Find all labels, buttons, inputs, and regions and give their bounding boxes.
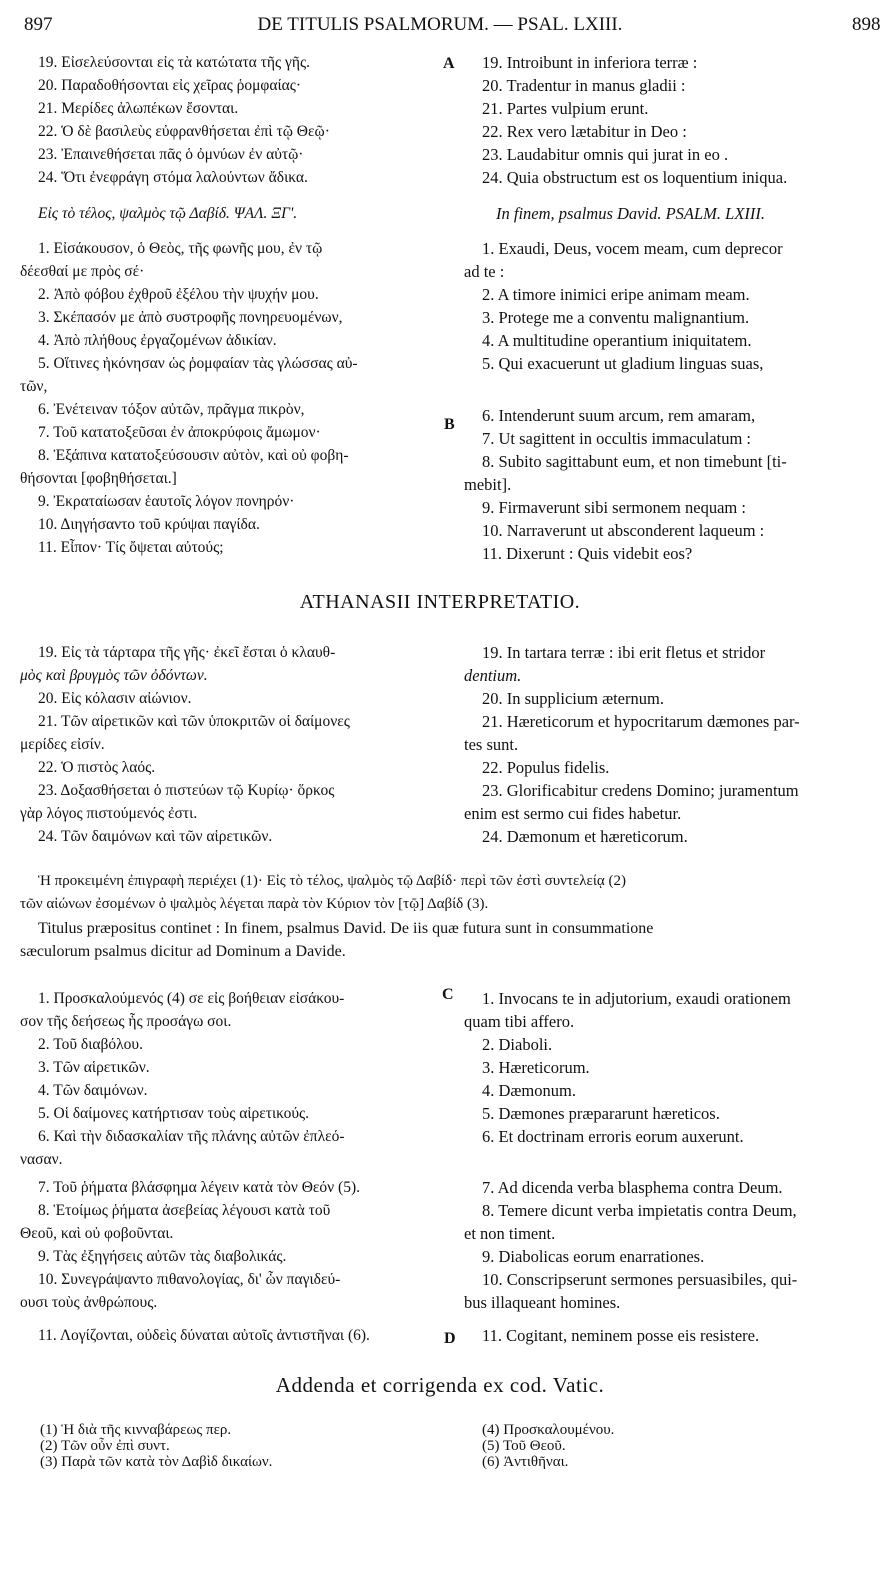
greek-verse-2: 2. Ἀπὸ φόβου ἐχθροῦ ἐξέλου τὴν ψυχήν μου. <box>38 286 319 303</box>
addenda-note-1: (1) Ἡ διὰ τῆς κινναβάρεως περ. <box>40 1422 232 1438</box>
greek-verse-1: 1. Εἰσάκουσον, ὁ Θεὸς, τῆς φωνῆς μου, ἐν τῷ <box>38 240 323 257</box>
greek-verse-24: 24. Ὅτι ἐνεφράγη στόμα λαλούντων ἄδικα. <box>38 169 308 186</box>
latin-verse-11: 11. Dixerunt : Quis videbit eos? <box>482 544 693 563</box>
exposition-latin-9: 9. Diabolicas eorum enarrationes. <box>482 1247 705 1266</box>
exposition-greek-8-cont: Θεοῦ, καὶ οὐ φοβοῦνται. <box>20 1225 174 1242</box>
greek-verse-19: 19. Εἰσελεύσονται εἰς τὰ κατώτατα τῆς γῆς. <box>38 54 310 71</box>
athanasius-latin-19: 19. In tartara terræ : ibi erit fletus et stridor <box>482 643 766 662</box>
exposition-greek-11: 11. Λογίζονται, οὐδεὶς δύναται αὐτοῖς ἀντιστῆναι (6). <box>38 1327 370 1344</box>
athanasius-latin-20: 20. In supplicium æternum. <box>482 689 664 708</box>
greek-verse-6: 6. Ἐνέτειναν τόξον αὐτῶν, πρᾶγμα πικρὸν, <box>38 401 305 418</box>
running-title: DE TITULIS PSALMORUM. — PSAL. LXIII. <box>257 14 623 35</box>
greek-verse-23: 23. Ἐπαινεθήσεται πᾶς ὁ ὀμνύων ἐν αὐτῷ· <box>38 146 304 163</box>
intro-greek-line-1: Ἡ προκειμένη ἐπιγραφὴ περιέχει (1)· Εἰς τὸ τέλος, ψαλμὸς τῷ Δαβίδ· περὶ τῶν ἐστὶ συντελείᾳ (2) <box>38 873 626 889</box>
athanasius-greek-20: 20. Εἰς κόλασιν αἰώνιον. <box>38 690 192 707</box>
exposition-greek-6: 6. Καὶ τὴν διδασκαλίαν τῆς πλάνης αὐτῶν ἐπλεό- <box>38 1128 345 1145</box>
athanasius-greek-19: 19. Εἰς τὰ τάρταρα τῆς γῆς· ἐκεῖ ἔσται ὁ κλαυθ- <box>38 644 336 661</box>
greek-verse-7: 7. Τοῦ κατατοξεῦσαι ἐν ἀποκρύφοις ἄμωμον· <box>38 424 321 441</box>
latin-verse-19: 19. Introibunt in inferiora terræ : <box>482 53 698 72</box>
margin-letter-c: C <box>442 986 454 1003</box>
athanasius-greek-21-cont: μερίδες εἰσίν. <box>20 736 105 753</box>
greek-verse-5-cont: τῶν, <box>20 378 48 395</box>
latin-verse-23: 23. Laudabitur omnis qui jurat in eo . <box>482 145 729 164</box>
greek-verse-20: 20. Παραδοθήσονται εἰς χεῖρας ῥομφαίας· <box>38 77 302 94</box>
exposition-greek-9: 9. Τὰς ἐξηγήσεις αὐτῶν τὰς διαβολικάς. <box>38 1248 287 1265</box>
margin-letter-d: D <box>444 1330 456 1347</box>
exposition-latin-1-cont: quam tibi affero. <box>464 1012 575 1031</box>
greek-verse-21: 21. Μερίδες ἀλωπέκων ἔσονται. <box>38 100 239 117</box>
latin-verse-24: 24. Quia obstructum est os loquentium iniqua. <box>482 168 788 187</box>
exposition-greek-1-cont: σον τῆς δεήσεως ἧς προσάγω σοι. <box>20 1013 232 1030</box>
athanasius-latin-21: 21. Hæreticorum et hypocritarum dæmones par- <box>482 712 800 731</box>
exposition-latin-10-cont: bus illaqueant homines. <box>464 1293 621 1312</box>
addenda-heading: Addenda et corrigenda ex cod. Vatic. <box>275 1373 605 1397</box>
latin-verse-2: 2. A timore inimici eripe animam meam. <box>482 285 750 304</box>
latin-verse-1: 1. Exaudi, Deus, vocem meam, cum deprecor <box>482 239 783 258</box>
exposition-latin-8: 8. Temere dicunt verba impietatis contra Deum, <box>482 1201 797 1220</box>
athanasius-greek-24: 24. Τῶν δαιμόνων καὶ τῶν αἱρετικῶν. <box>38 828 273 845</box>
latin-verse-3: 3. Protege me a conventu malignantium. <box>482 308 750 327</box>
greek-verse-8-cont: θήσονται [φοβηθήσεται.] <box>20 470 177 487</box>
latin-verse-20: 20. Tradentur in manus gladii : <box>482 76 686 95</box>
exposition-greek-3: 3. Τῶν αἱρετικῶν. <box>38 1059 150 1076</box>
addenda-note-2: (2) Τῶν οὖν ἐπὶ συντ. <box>40 1438 170 1454</box>
intro-greek-line-2: τῶν αἰώνων ἐσομένων ὁ ψαλμὸς λέγεται παρὰ τὸν Κύριον τὸν [τῷ] Δαβίδ (3). <box>20 896 489 912</box>
exposition-latin-3: 3. Hæreticorum. <box>482 1058 590 1077</box>
exposition-greek-6-cont: νασαν. <box>20 1151 63 1168</box>
exposition-latin-10: 10. Conscripserunt sermones persuasibiles, qui- <box>482 1270 798 1289</box>
latin-verse-6: 6. Intenderunt suum arcum, rem amaram, <box>482 406 756 425</box>
latin-psalm-heading: In finem, psalmus David. PSALM. LXIII. <box>496 204 766 223</box>
greek-verse-22: 22. Ὁ δὲ βασιλεὺς εὐφρανθήσεται ἐπὶ τῷ Θεῷ· <box>38 123 330 140</box>
exposition-greek-10: 10. Συνεγράψαντο πιθανολογίας, δι' ὧν παγιδεύ- <box>38 1271 341 1288</box>
exposition-latin-1: 1. Invocans te in adjutorium, exaudi orationem <box>482 989 791 1008</box>
exposition-latin-7: 7. Ad dicenda verba blasphema contra Deum. <box>482 1178 783 1197</box>
latin-verse-10: 10. Narraverunt ut absconderent laqueum : <box>482 521 765 540</box>
latin-verse-7: 7. Ut sagittent in occultis immaculatum : <box>482 429 751 448</box>
greek-verse-11: 11. Εἶπον· Τίς ὄψεται αὐτούς; <box>38 539 224 556</box>
athanasius-latin-23-cont: enim est sermo cui fides habetur. <box>464 804 682 823</box>
latin-verse-22: 22. Rex vero lætabitur in Deo : <box>482 122 687 141</box>
greek-psalm-heading: Εἰς τὸ τέλος, ψαλμὸς τῷ Δαβίδ. ΨΑΛ. ΞΓ'. <box>38 205 298 222</box>
exposition-greek-1: 1. Προσκαλούμενός (4) σε εἰς βοήθειαν εἰσάκου- <box>38 990 345 1007</box>
exposition-greek-2: 2. Τοῦ διαβόλου. <box>38 1036 143 1053</box>
exposition-greek-7: 7. Τοῦ ῥήματα βλάσφημα λέγειν κατὰ τὸν Θεόν (5). <box>38 1179 360 1196</box>
exposition-latin-2: 2. Diaboli. <box>482 1035 553 1054</box>
athanasius-latin-22: 22. Populus fidelis. <box>482 758 610 777</box>
exposition-latin-5: 5. Dæmones præpararunt hæreticos. <box>482 1104 720 1123</box>
athanasius-greek-23: 23. Δοξασθήσεται ὁ πιστεύων τῷ Κυρίῳ· ὅρκος <box>38 782 335 799</box>
latin-verse-9: 9. Firmaverunt sibi sermonem nequam : <box>482 498 746 517</box>
greek-verse-8: 8. Ἐξάπινα κατατοξεύσουσιν αὐτὸν, καὶ οὐ φοβη- <box>38 447 349 464</box>
athanasius-latin-23: 23. Glorificabitur credens Domino; juramentum <box>482 781 799 800</box>
addenda-note-4: (4) Προσκαλουμένου. <box>482 1422 615 1438</box>
exposition-latin-8-cont: et non timent. <box>464 1224 556 1243</box>
greek-verse-4: 4. Ἀπὸ πλήθους ἐργαζομένων ἀδικίαν. <box>38 332 277 349</box>
latin-verse-8-cont: mebit]. <box>464 475 512 494</box>
exposition-latin-11: 11. Cogitant, neminem posse eis resistere. <box>482 1326 760 1345</box>
section-heading: ATHANASII INTERPRETATIO. <box>299 591 581 613</box>
intro-latin-line-2: sæculorum psalmus dicitur ad Dominum a Davide. <box>20 943 346 960</box>
addenda-note-5: (5) Τοῦ Θεοῦ. <box>482 1438 566 1454</box>
greek-verse-3: 3. Σκέπασόν με ἀπὸ συστροφῆς πονηρευομένων, <box>38 309 343 326</box>
athanasius-latin-21-cont: tes sunt. <box>464 735 519 754</box>
exposition-greek-10-cont: ουσι τοὺς ἀνθρώπους. <box>20 1294 158 1311</box>
latin-verse-8: 8. Subito sagittabunt eum, et non timebunt [ti- <box>482 452 787 471</box>
greek-verse-9: 9. Ἐκραταίωσαν ἑαυτοῖς λόγον πονηρόν· <box>38 493 295 510</box>
exposition-latin-6: 6. Et doctrinam erroris eorum auxerunt. <box>482 1127 744 1146</box>
athanasius-greek-22: 22. Ὁ πιστὸς λαός. <box>38 759 156 776</box>
latin-verse-4: 4. A multitudine operantium iniquitatem. <box>482 331 752 350</box>
exposition-greek-8: 8. Ἑτοίμως ῥήματα ἀσεβείας λέγουσι κατὰ τοῦ <box>38 1202 331 1219</box>
exposition-latin-4: 4. Dæmonum. <box>482 1081 576 1100</box>
greek-verse-10: 10. Διηγήσαντο τοῦ κρύψαι παγίδα. <box>38 516 260 533</box>
exposition-greek-5: 5. Οἱ δαίμονες κατήρτισαν τοὺς αἱρετικούς. <box>38 1105 310 1122</box>
intro-latin-line-1: Titulus præpositus continet : In finem, psalmus David. De iis quæ futura sunt in consummatione <box>38 920 654 937</box>
athanasius-greek-23-cont: γὰρ λόγος πιστούμενός ἐστι. <box>20 805 198 822</box>
latin-verse-1-cont: ad te : <box>464 262 505 281</box>
athanasius-greek-19-cont: μὸς καὶ βρυγμὸς τῶν ὀδόντων. <box>20 667 208 684</box>
athanasius-latin-19-cont: dentium. <box>464 666 522 685</box>
page-number-left: 897 <box>24 14 53 35</box>
athanasius-greek-21: 21. Τῶν αἱρετικῶν καὶ τῶν ὑποκριτῶν οἱ δαίμονες <box>38 713 350 730</box>
page-number-right: 898 <box>852 14 880 35</box>
exposition-greek-4: 4. Τῶν δαιμόνων. <box>38 1082 148 1099</box>
athanasius-latin-24: 24. Dæmonum et hæreticorum. <box>482 827 688 846</box>
latin-verse-21: 21. Partes vulpium erunt. <box>482 99 649 118</box>
latin-verse-5: 5. Qui exacuerunt ut gladium linguas suas, <box>482 354 764 373</box>
margin-letter-a: A <box>443 55 455 72</box>
greek-verse-5: 5. Οἵτινες ἠκόνησαν ὡς ῥομφαίαν τὰς γλώσσας αὐ- <box>38 355 358 372</box>
greek-verse-1-cont: δέεσθαί με πρὸς σέ· <box>20 263 145 280</box>
addenda-note-6: (6) Ἀντιθῆναι. <box>482 1454 569 1470</box>
margin-letter-b: B <box>444 416 455 433</box>
addenda-note-3: (3) Παρὰ τῶν κατὰ τὸν Δαβὶδ δικαίων. <box>40 1454 273 1470</box>
